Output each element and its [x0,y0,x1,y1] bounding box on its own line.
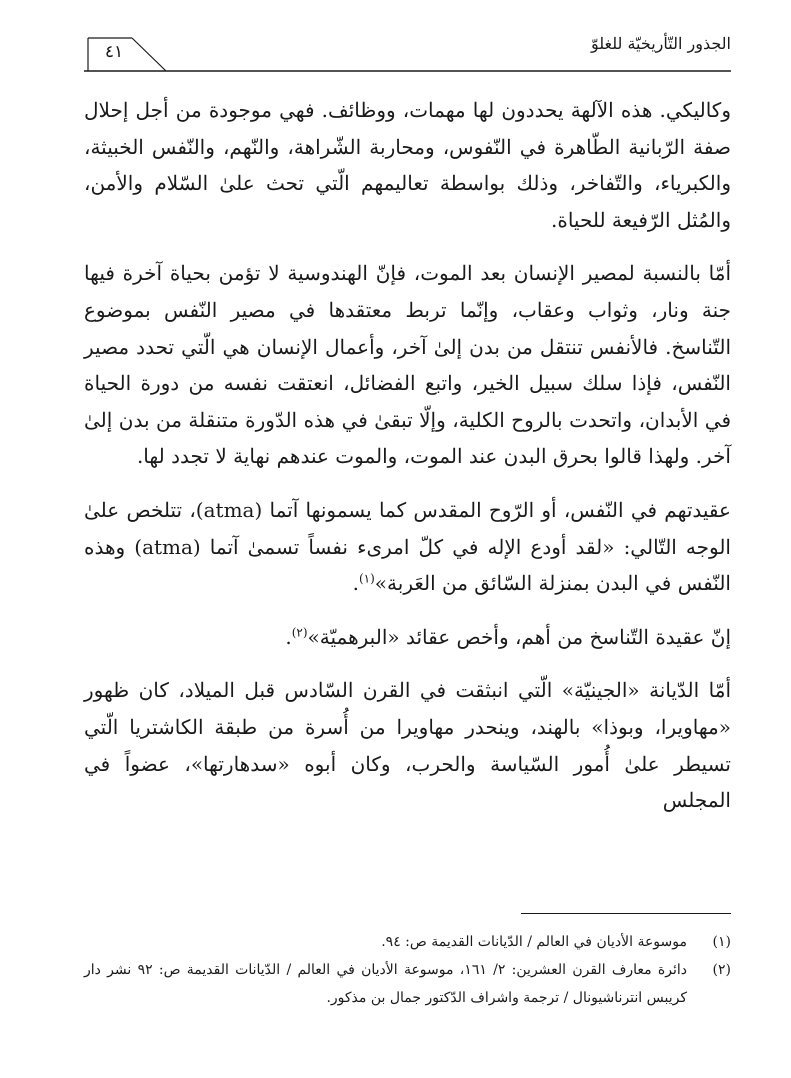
main-text [84,92,731,819]
header-title: الجذور التّأريخيّة للغلوّ [590,34,731,53]
page-number: ٤١ [104,42,124,62]
footnote-number: (٢) [712,962,731,978]
footnote-text: موسوعة الأديان في العالم / الدّيانات القديمة ص: ٩٤. [381,934,687,950]
footnote-separator [521,913,731,914]
footnote-2 [84,956,731,1012]
footnote-1 [84,928,731,956]
footnote-text: دائرة معارف القرن العشرين: ٢/ ١٦١، موسوعة الأديان في العالم / الدّيانات القديمة ص: ٩٢ نشر دار كريبس انترناشيونال / ترجمة واشراف الدّكتور جمال بن مذكور. [84,962,688,1006]
paragraph-5: أمّا الدّيانة «الجينيّة» الّتي انبثقت في القرن السّادس قبل الميلاد، كان ظهور «مهاويرا، وبوذا» بالهند، وينحدر مهاويرا من أُسرة من طبقة الكاشتريا الّتي تسيطر علىٰ أُمور السّياسة والحرب، وكان أبوه «سدهارتها»، عضواً في المجلس [84,678,731,813]
footnote-ref-1: (١) [358,571,375,586]
footnote-number: (١) [712,934,731,950]
paragraph-4-text: إنّ عقيدة التّناسخ من أهم، وأخص عقائد «البرهميّة» [307,624,731,649]
paragraph-4-end: . [285,624,292,649]
running-header [84,28,731,72]
paragraph-2: أمّا بالنسبة لمصير الإنسان بعد الموت، فإنّ الهندوسية لا تؤمن بحياة آخرة فيها جنة ونار، وثواب وعقاب، وإنّما تربط معتقدها في مصير النّفس بموضوع التّناسخ. فالأنفس تنتقل من بدن إلىٰ آخر، وأعمال الإنسان هي الّتي تحدد مصير النّفس، فإذا سلك سبيل الخير، واتبع الفضائل، انعتقت نفسه من دورة الحياة في الأبدان، واتحدت بالروح الكلية، وإلّا تبقىٰ في هذه الدّورة متنقلة من بدن إلىٰ آخر. ولهذا قالوا بحرق البدن عند الموت، والموت عندهم نهاية لا تجدد لها. [84,261,732,469]
paragraph-3-text: عقيدتهم في النّفس، أو الرّوح المقدس كما يسمونها آتما (atma)، تتلخص علىٰ الوجه التّالي: «لقد أودع الإله في كلّ امرىء نفساً تسمىٰ آتما (atma) وهذه النّفس في البدن بمنزلة السّائق من العَربة» [84,497,731,596]
footnotes [84,928,731,1012]
paragraph-4 [84,619,731,656]
footnote-ref-2: (٢) [291,625,308,640]
paragraph-3 [84,492,731,602]
paragraph-1: وكاليكي. هذه الآلهة يحددون لها مهمات، ووظائف. فهي موجودة من أجل إحلال صفة الرّبانية الطّاهرة في النّفوس، ومحاربة الشّراهة، والنّهم، والنّفس الخبيثة، والكبرياء، والتّفاخر، وذلك بواسطة تعاليمهم الّتي تحث علىٰ السّلام والأمن، والمُثل الرّفيعة للحياة. [84,98,731,232]
paragraph-3-end: . [352,571,359,596]
